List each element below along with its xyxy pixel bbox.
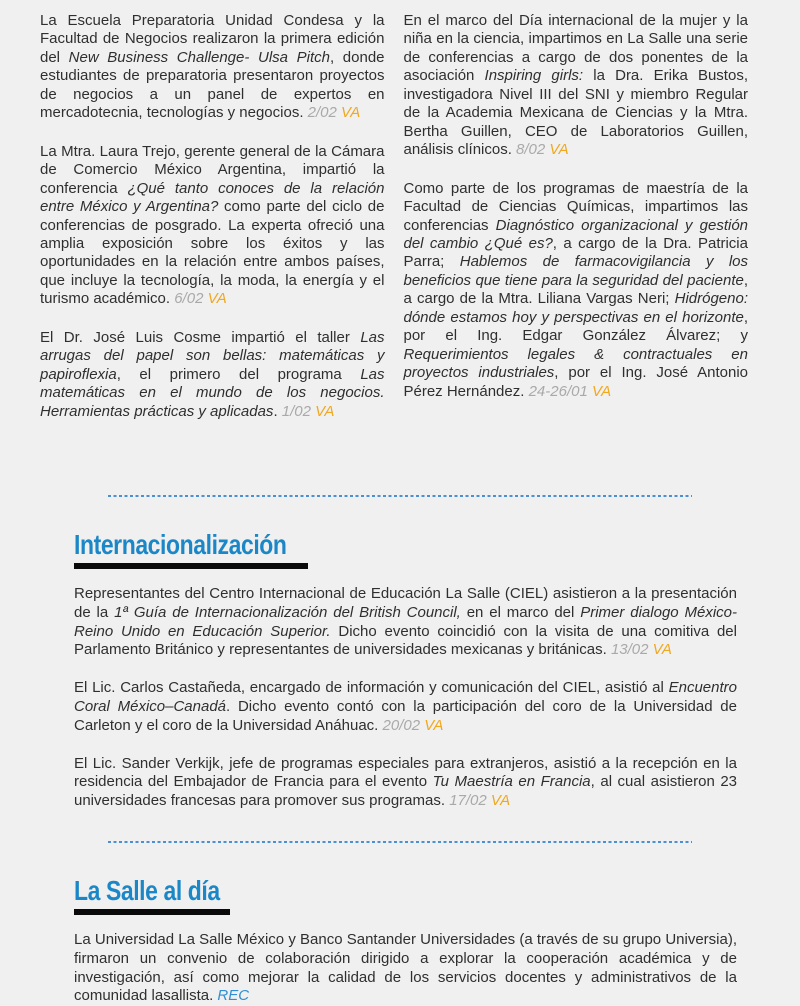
text-run: como parte del ciclo de conferencias de posgrado. La experta ofreció una amplia exposición sobre los éxitos y las oportunidades en la relación entre ambos países, que incluye la tecnología, la moda, la energía y el turismo académico. bbox=[40, 198, 385, 308]
text-run: , a cargo de la Mtra. Liliana Vargas Neri; bbox=[403, 271, 748, 308]
date-stamp: 2/02 bbox=[307, 104, 342, 122]
news-paragraph bbox=[74, 585, 737, 660]
section-ref-tag[interactable]: VA bbox=[424, 716, 444, 734]
text-run: , al cual asistieron 23 universidades francesas para promover sus programas. bbox=[74, 773, 738, 810]
section-la-salle-al-dia bbox=[0, 875, 800, 1006]
news-paragraph bbox=[74, 931, 737, 1006]
text-run-italic: Diagnóstico organizacional y gestión del cambio ¿Qué es? bbox=[403, 216, 748, 252]
section-ref-tag[interactable]: VA bbox=[315, 402, 335, 420]
news-column-right bbox=[404, 12, 749, 441]
text-run: , el primero del programa bbox=[116, 365, 361, 383]
date-stamp: 24-26/01 bbox=[528, 382, 592, 400]
section-ref-tag[interactable]: VA bbox=[207, 290, 227, 308]
text-run: En el marco del Día internacional de la mujer y la niña en la ciencia, impartimos en La Salle una serie de conferencias a cargo de dos ponentes de la asociación bbox=[403, 12, 748, 85]
text-run-italic: Tu Maestría en Francia bbox=[432, 773, 591, 791]
section-body bbox=[0, 569, 800, 811]
text-run: El Lic. Carlos Castañeda, encargado de información y comunicación del CIEL, asistió al bbox=[74, 679, 669, 697]
text-run-italic: Hablemos de farmacovigilancia y los beneficios que tiene para la seguridad del paciente bbox=[403, 253, 749, 289]
section-body bbox=[0, 915, 800, 1006]
news-columns bbox=[0, 0, 800, 441]
section-ref-tag[interactable]: VA bbox=[591, 382, 612, 400]
news-paragraph bbox=[74, 755, 737, 811]
dotted-divider bbox=[108, 495, 692, 497]
text-run-italic: Las matemáticas en el mundo de los negocios. Herramientas prácticas y aplicadas bbox=[40, 365, 385, 420]
section-internacionalizacion bbox=[0, 529, 800, 811]
section-heading bbox=[74, 875, 800, 915]
text-run: , a cargo de la Dra. Patricia Parra; bbox=[403, 234, 748, 271]
section-ref-tag[interactable]: VA bbox=[652, 641, 672, 659]
text-run: La Escuela Preparatoria Unidad Condesa y la Facultad de Negocios realizaron la primera edición del bbox=[40, 12, 385, 66]
text-run-italic: Encuentro Coral México–Canadá bbox=[74, 679, 737, 716]
text-run: en el marco del bbox=[460, 603, 581, 621]
text-run: . bbox=[273, 402, 282, 420]
news-paragraph bbox=[40, 143, 385, 309]
text-run: . Dicho evento contó con la participación del coro de la Universidad de Carleton y el coro de la Universidad Anáhuac. bbox=[74, 698, 737, 734]
text-run: Como parte de los programas de maestría de la Facultad de Ciencias Químicas, impartimos las conferencias bbox=[403, 179, 748, 234]
ref-link[interactable]: REC bbox=[217, 987, 250, 1005]
date-stamp: 20/02 bbox=[382, 716, 425, 734]
news-column-left bbox=[40, 12, 385, 441]
text-run: , por el Ing. José Antonio Pérez Hernández. bbox=[403, 364, 748, 400]
section-ref-tag[interactable]: VA bbox=[549, 141, 569, 159]
date-stamp: 13/02 bbox=[610, 641, 653, 659]
text-run-italic: Las arrugas del papel son bellas: matemáticas y papiroflexia bbox=[40, 328, 385, 383]
text-run: la Dra. Erika Bustos, investigadora Nivel III del SNI y miembro Regular de la Academia Mexicana de Ciencias y la Mtra. Bertha Guillen, CEO de Laboratorios Guillen, análisis clínicos. bbox=[403, 67, 748, 159]
text-run: La Universidad La Salle México y Banco Santander Universidades (a través de su grupo Universia), firmaron un convenio de colaboración dirigido a explorar la cooperación académica y de investigación, así como mejorar la calidad de los servicios docentes y administrativos de la comunidad lasallista. bbox=[74, 931, 737, 1005]
text-run: El Lic. Sander Verkijk, jefe de programas especiales para extranjeros, asistió a la recepción en la residencia del Embajador de Francia para el evento bbox=[74, 754, 737, 791]
section-title: Internacionalización bbox=[74, 529, 287, 561]
news-paragraph bbox=[74, 679, 737, 735]
text-run-italic: 1ª Guía de Internacionalización del British Council, bbox=[114, 603, 461, 621]
date-stamp: 8/02 bbox=[516, 141, 550, 159]
text-run-italic: New Business Challenge- Ulsa Pitch bbox=[68, 48, 330, 66]
news-paragraph bbox=[40, 12, 385, 123]
text-run-italic: Inspiring girls: bbox=[484, 67, 584, 85]
text-run-italic: Requerimientos legales & contractuales en proyectos industriales bbox=[403, 345, 748, 382]
section-heading bbox=[74, 529, 800, 569]
text-run-italic: Hidrógeno: dónde estamos hoy y perspectivas en el horizonte bbox=[403, 290, 748, 326]
news-paragraph bbox=[40, 329, 385, 421]
dotted-divider bbox=[108, 841, 692, 843]
news-paragraph bbox=[404, 12, 749, 160]
section-title: La Salle al día bbox=[74, 875, 220, 907]
text-run-italic: ¿Qué tanto conoces de la relación entre México y Argentina? bbox=[40, 179, 385, 216]
section-ref-tag[interactable]: VA bbox=[490, 792, 511, 810]
date-stamp: 1/02 bbox=[281, 402, 316, 420]
date-stamp: 17/02 bbox=[449, 792, 491, 810]
text-run: Representantes del Centro Internacional de Educación La Salle (CIEL) asistieron a la presentación de la bbox=[74, 585, 737, 621]
text-run: El Dr. José Luis Cosme impartió el taller bbox=[40, 328, 361, 346]
text-run: La Mtra. Laura Trejo, gerente general de la Cámara de Comercio México Argentina, impartió la conferencia bbox=[40, 142, 385, 197]
date-stamp: 6/02 bbox=[174, 290, 208, 308]
text-run: Dicho evento coincidió con la visita de una comitiva del Parlamento Británico y representantes de universidades mexicanas y británicas. bbox=[74, 622, 737, 659]
section-ref-tag[interactable]: VA bbox=[341, 104, 361, 122]
text-run: , por el Ing. Edgar González Álvarez; y bbox=[403, 308, 748, 345]
text-run-italic: Primer dialogo México-Reino Unido en Educación Superior. bbox=[74, 603, 737, 640]
text-run: , donde estudiantes de preparatoria presentaron proyectos de negocios a un panel de expertos en mercadotecnia, tecnologías y negocios. bbox=[40, 48, 385, 122]
news-paragraph bbox=[404, 180, 749, 401]
